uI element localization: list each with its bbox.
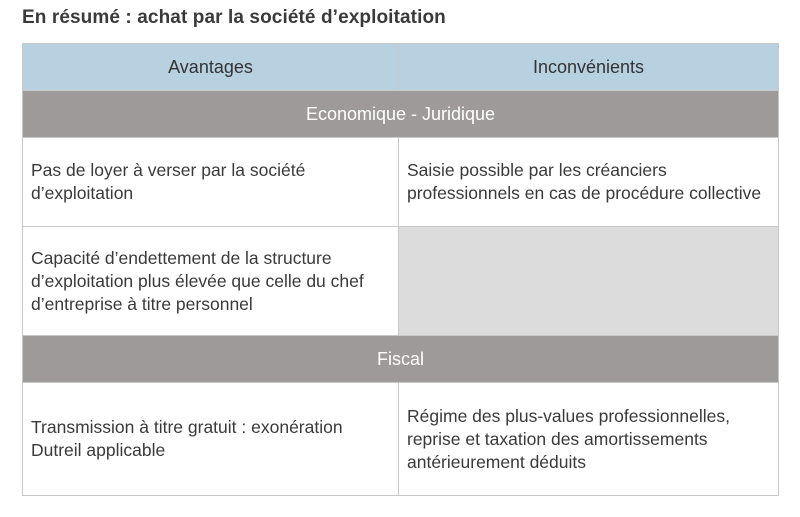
- advantage-cell: Pas de loyer à verser par la société d’exploitation: [23, 138, 399, 227]
- drawback-cell: Régime des plus-values professionnelles, reprise et taxation des amortissements antérieurement déduits: [399, 383, 779, 496]
- section-label: Economique - Juridique: [23, 91, 779, 138]
- table-row: [23, 227, 779, 336]
- page-title: En résumé : achat par la société d’exploitation: [22, 7, 446, 28]
- drawback-cell-empty: [399, 227, 779, 336]
- table-row: [23, 383, 779, 496]
- column-header-drawbacks: Inconvénients: [399, 44, 779, 91]
- advantage-cell: Capacité d’endettement de la structure d’exploitation plus élevée que celle du chef d’entreprise à titre personnel: [23, 227, 399, 336]
- column-header-advantages: Avantages: [23, 44, 399, 91]
- section-row-fiscal: [23, 336, 779, 383]
- section-label: Fiscal: [23, 336, 779, 383]
- section-row-economique-juridique: [23, 91, 779, 138]
- advantage-cell: Transmission à titre gratuit : exonération Dutreil applicable: [23, 383, 399, 496]
- table-header-row: [23, 44, 779, 91]
- table-row: [23, 138, 779, 227]
- drawback-cell: Saisie possible par les créanciers professionnels en cas de procédure collective: [399, 138, 779, 227]
- summary-table: [22, 43, 779, 496]
